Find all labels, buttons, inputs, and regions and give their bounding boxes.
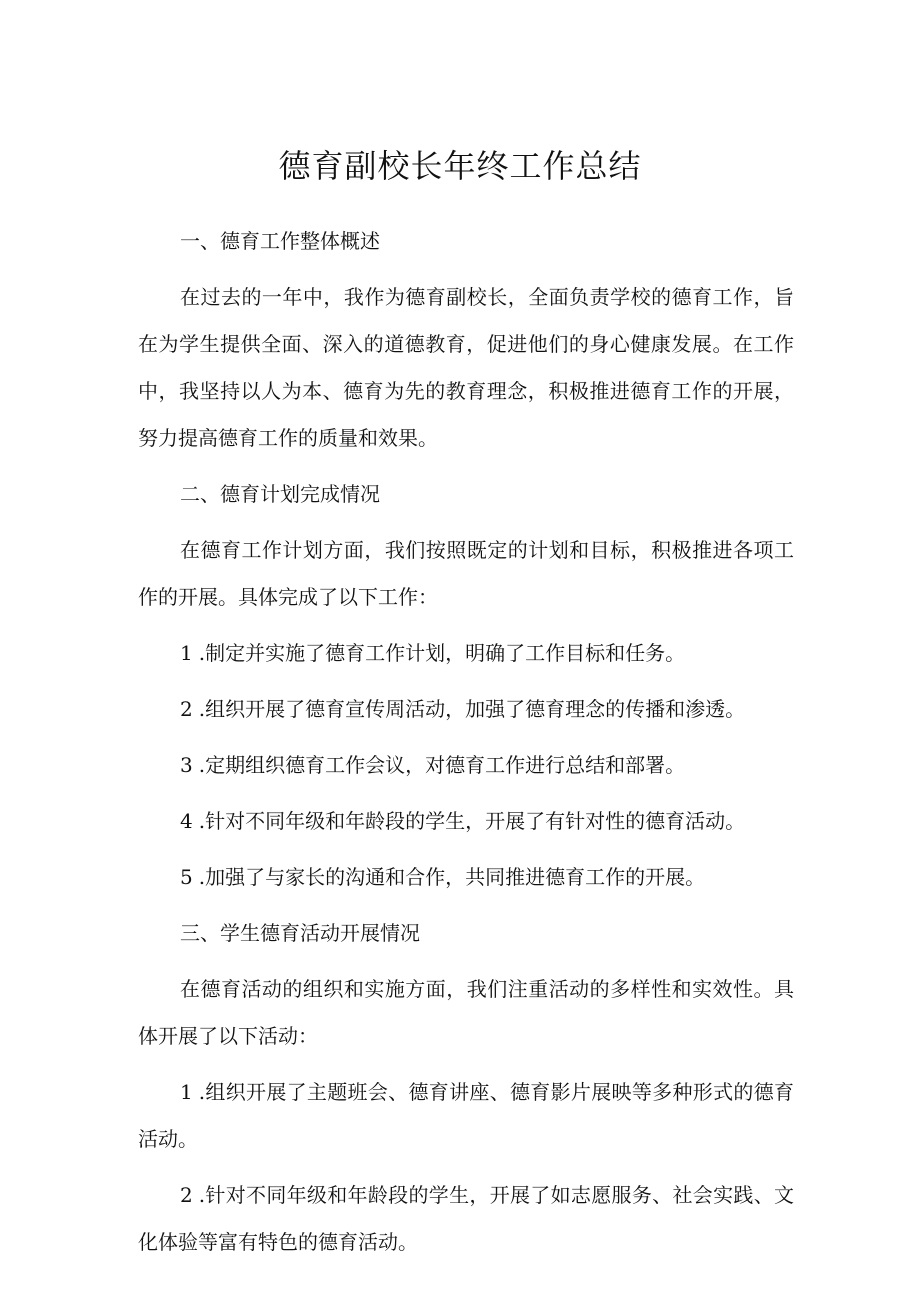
list-item-number: 4 xyxy=(180,809,193,833)
list-item-number: 1 xyxy=(180,1080,193,1104)
list-item-text: .组织开展了德育宣传周活动，加强了德育理念的传播和渗透。 xyxy=(198,697,746,721)
document-title: 德育副校长年终工作总结 xyxy=(278,147,642,185)
list-item xyxy=(138,1069,794,1163)
list-item-text: .针对不同年级和年龄段的学生，开展了有针对性的德育活动。 xyxy=(198,809,746,833)
section-heading: 一、德育工作整体概述 xyxy=(180,229,380,253)
list-item-number: 2 xyxy=(180,1183,193,1207)
list-item-number: 5 xyxy=(180,865,193,889)
list-item xyxy=(138,686,794,733)
list-item xyxy=(138,630,794,677)
list-item-number: 1 xyxy=(180,641,193,665)
list-item xyxy=(138,854,794,901)
paragraph: 在德育活动的组织和实施方面，我们注重活动的多样性和实效性。具体开展了以下活动： xyxy=(138,977,794,1048)
list-item xyxy=(138,742,794,789)
section-heading: 三、学生德育活动开展情况 xyxy=(180,921,420,945)
list-item-text: .制定并实施了德育工作计划，明确了工作目标和任务。 xyxy=(198,641,686,665)
list-item xyxy=(138,798,794,845)
list-item-number: 2 xyxy=(180,697,193,721)
section-heading: 二、德育计划完成情况 xyxy=(180,482,380,506)
list-item xyxy=(138,1172,794,1266)
list-item-number: 3 xyxy=(180,753,193,777)
list-item-text: .加强了与家长的沟通和合作，共同推进德育工作的开展。 xyxy=(198,865,706,889)
paragraph: 在过去的一年中，我作为德育副校长，全面负责学校的德育工作，旨在为学生提供全面、深入的道德教育，促进他们的身心健康发展。在工作中，我坚持以人为本、德育为先的教育理念，积极推进德育工作的开展，努力提高德育工作的质量和效果。 xyxy=(138,285,794,450)
paragraph: 在德育工作计划方面，我们按照既定的计划和目标，积极推进各项工作的开展。具体完成了以下工作： xyxy=(138,538,794,609)
list-item-text: .定期组织德育工作会议，对德育工作进行总结和部署。 xyxy=(198,753,686,777)
list-item-text: .针对不同年级和年龄段的学生，开展了如志愿服务、社会实践、文化体验等富有特色的德育活动。 xyxy=(138,1183,794,1254)
document-body xyxy=(138,218,794,1275)
list-item-text: .组织开展了主题班会、德育讲座、德育影片展映等多种形式的德育活动。 xyxy=(138,1080,794,1151)
